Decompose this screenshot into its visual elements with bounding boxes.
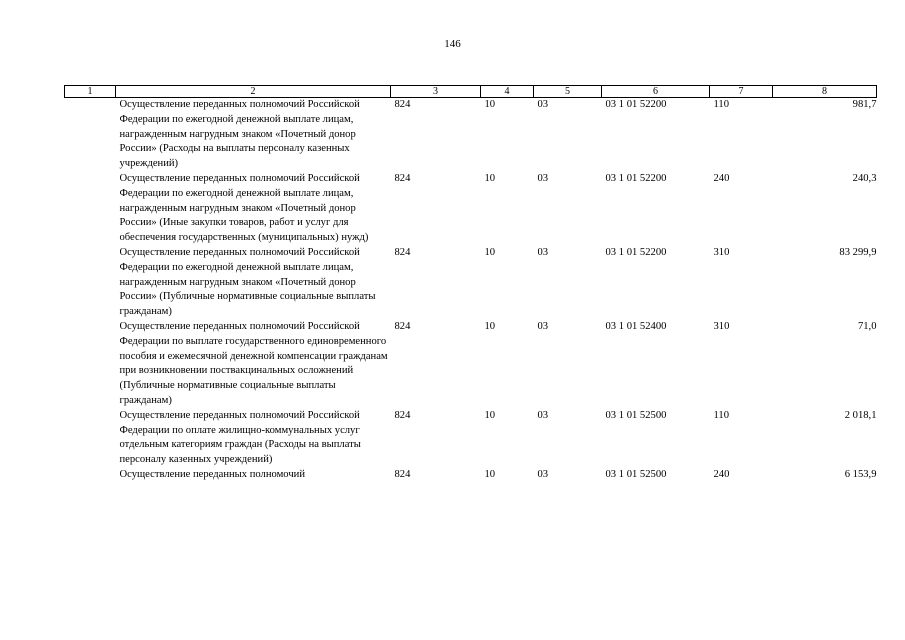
table-row [65, 320, 877, 409]
section-code-cell: 10 [484, 320, 496, 332]
ministry-code-cell: 824 [394, 246, 411, 258]
expense-type-cell: 310 [713, 320, 730, 332]
table-row [65, 409, 877, 468]
subsection-code-cell: 03 [537, 172, 549, 184]
ministry-code-cell: 824 [394, 99, 411, 110]
page-number: 146 [444, 38, 461, 50]
expense-type-cell: 310 [713, 246, 730, 258]
header-cell: 7 [710, 86, 773, 98]
amount-cell: 981,7 [852, 99, 877, 110]
subsection-code-cell: 03 [537, 409, 549, 421]
row-number-cell [65, 246, 116, 320]
header-cell: 3 [391, 86, 481, 98]
row-number-cell [65, 172, 116, 246]
target-article-cell: 03 1 01 52400 [605, 320, 667, 332]
section-code-cell: 10 [484, 468, 496, 480]
amount-cell: 6 153,9 [844, 468, 877, 480]
amount-cell: 71,0 [857, 320, 877, 332]
ministry-code-cell: 824 [394, 320, 411, 332]
row-number-cell [65, 98, 116, 172]
expense-type-cell: 110 [713, 99, 729, 110]
subsection-code-cell: 03 [537, 99, 549, 110]
row-number-cell [65, 320, 116, 409]
description-cell: Осуществление переданных полномочий Российской Федерации по ежегодной денежной выплате лицам, награжденным нагрудным знаком «Почетный донор России» (Иные закупки товаров, работ и услуг для обеспечения государственных (муниципальных) нужд) [119, 172, 369, 244]
ministry-code-cell: 824 [394, 172, 411, 184]
target-article-cell: 03 1 01 52200 [605, 246, 667, 258]
ministry-code-cell: 824 [394, 468, 411, 480]
description-cell: Осуществление переданных полномочий Российской Федерации по оплате жилищно-коммунальных услуг отдельным категориям граждан (Расходы на выплаты персоналу казенных учреждений) [119, 409, 361, 466]
row-number-cell [65, 468, 116, 483]
description-cell: Осуществление переданных полномочий Российской Федерации по ежегодной денежной выплате лицам, награжденным нагрудным знаком «Почетный донор России» (Публичные нормативные социальные выплаты гражданам) [119, 246, 376, 318]
table-row [65, 98, 877, 172]
header-cell: 1 [65, 86, 116, 98]
amount-cell: 2 018,1 [844, 409, 877, 421]
description-cell: Осуществление переданных полномочий [119, 468, 305, 480]
header-cell: 6 [602, 86, 710, 98]
subsection-code-cell: 03 [537, 468, 549, 480]
section-code-cell: 10 [484, 246, 496, 258]
expense-type-cell: 240 [713, 468, 730, 480]
row-number-cell [65, 409, 116, 468]
description-cell: Осуществление переданных полномочий Российской Федерации по выплате государственного единовременного пособия и ежемесячной денежной компенсации гражданам при возникновении поствакцинальных осложнений (Публичные нормативные социальные выплаты гражданам) [119, 320, 388, 406]
header-row [65, 86, 877, 98]
section-code-cell: 10 [484, 99, 496, 110]
header-cell: 8 [773, 86, 877, 98]
target-article-cell: 03 1 01 52200 [605, 99, 667, 110]
target-article-cell: 03 1 01 52500 [605, 468, 667, 480]
table-row [65, 246, 877, 320]
budget-table [64, 85, 877, 483]
header-cell: 5 [534, 86, 602, 98]
header-cell: 4 [481, 86, 534, 98]
target-article-cell: 03 1 01 52500 [605, 409, 667, 421]
amount-cell: 83 299,9 [839, 246, 877, 258]
description-cell: Осуществление переданных полномочий Российской Федерации по ежегодной денежной выплате лицам, награжденным нагрудным знаком «Почетный донор России» (Расходы на выплаты персоналу казенных учреждений) [119, 99, 360, 170]
header-cell: 2 [116, 86, 391, 98]
subsection-code-cell: 03 [537, 320, 549, 332]
section-code-cell: 10 [484, 409, 496, 421]
subsection-code-cell: 03 [537, 246, 549, 258]
expense-type-cell: 240 [713, 172, 730, 184]
table-row [65, 468, 877, 483]
target-article-cell: 03 1 01 52200 [605, 172, 667, 184]
table-row [65, 172, 877, 246]
expense-type-cell: 110 [713, 409, 729, 421]
ministry-code-cell: 824 [394, 409, 411, 421]
section-code-cell: 10 [484, 172, 496, 184]
amount-cell: 240,3 [852, 172, 877, 184]
